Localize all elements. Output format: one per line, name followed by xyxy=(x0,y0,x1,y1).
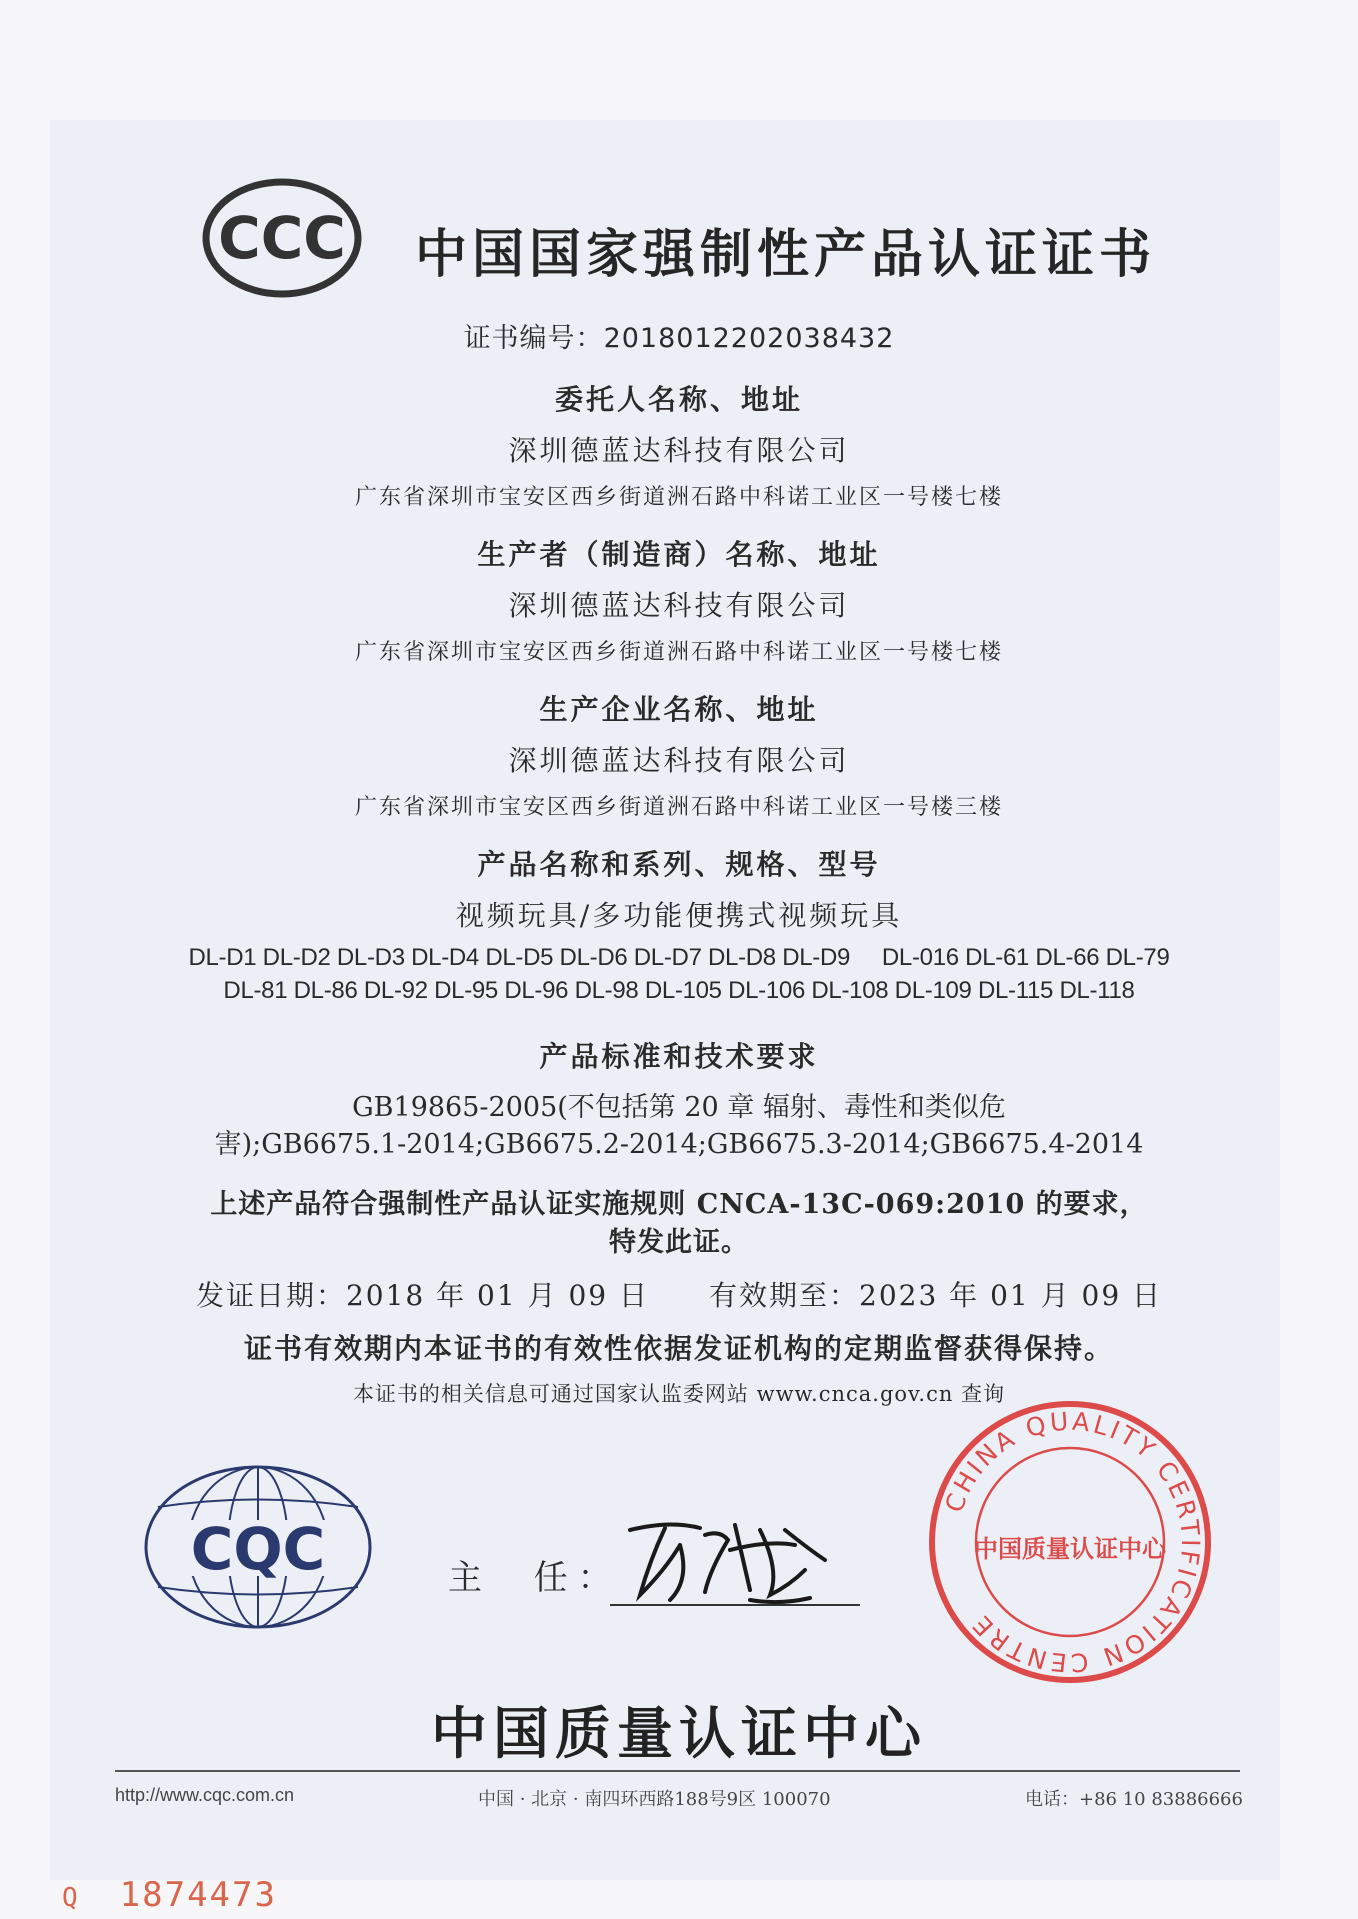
issue-date-value: 2018 年 01 月 09 日 xyxy=(345,1279,649,1312)
declaration-line2: 特发此证。 xyxy=(609,1227,749,1258)
certificate-number-value: 2018012202038432 xyxy=(603,323,895,354)
applicant-heading: 委托人名称、地址 xyxy=(554,383,803,416)
product-name: 视频玩具/多功能便携式视频玩具 xyxy=(455,899,903,932)
standards-line2: 害);GB6675.1-2014;GB6675.2-2014;GB6675.3-2014;GB6675.4-2014 xyxy=(214,1129,1144,1160)
issue-date-label: 发证日期： xyxy=(195,1279,346,1312)
cqc-logo xyxy=(138,1462,378,1632)
manufacturer-address: 广东省深圳市宝安区西乡街道洲石路中科诺工业区一号楼七楼 xyxy=(354,640,1003,665)
footer-phone: 电话：+86 10 83886666 xyxy=(1025,1789,1243,1810)
certificate-number xyxy=(0,316,1358,355)
serial-prefix: Q xyxy=(62,1883,80,1913)
manufacturer-name: 深圳德蓝达科技有限公司 xyxy=(508,589,850,622)
factory-name: 深圳德蓝达科技有限公司 xyxy=(508,744,850,777)
factory-heading: 生产企业名称、地址 xyxy=(539,693,819,726)
validity-note: 证书有效期内本证书的有效性依据发证机构的定期监督获得保持。 xyxy=(243,1332,1114,1365)
seal-outer-text: CHINA QUALITY CERTIFICATION CENTRE xyxy=(939,1406,1206,1678)
certificate-title: 中国国家强制性产品认证证书 xyxy=(415,225,1157,285)
ccc-logo xyxy=(202,178,362,298)
footer-website[interactable]: http://www.cqc.com.cn xyxy=(115,1785,295,1805)
standards-line1: GB19865-2005(不包括第 20 章 辐射、毒性和类似危 xyxy=(352,1092,1006,1123)
applicant-address: 广东省深圳市宝安区西乡街道洲石路中科诺工业区一号楼七楼 xyxy=(354,485,1003,510)
certification-seal xyxy=(925,1397,1215,1687)
factory-address: 广东省深圳市宝安区西乡街道洲石路中科诺工业区一号楼三楼 xyxy=(354,795,1003,820)
seal-inner-text: 中国质量认证中心 xyxy=(974,1535,1166,1563)
standards-heading: 产品标准和技术要求 xyxy=(539,1040,819,1073)
product-models-line1: DL-D1 DL-D2 DL-D3 DL-D4 DL-D5 DL-D6 DL-D7 DL-D8 DL-D9 DL-016 DL-61 DL-66 DL-79 xyxy=(188,944,1170,971)
cqc-logo-text: CQC xyxy=(190,1515,326,1583)
ccc-logo-text: CCC xyxy=(218,204,346,272)
certificate-dates xyxy=(0,1274,1358,1314)
manufacturer-heading: 生产者（制造商）名称、地址 xyxy=(477,538,881,571)
product-heading: 产品名称和系列、规格、型号 xyxy=(477,848,881,881)
lookup-note: 本证书的相关信息可通过国家认监委网站 www.cnca.gov.cn 查询 xyxy=(352,1382,1006,1406)
declaration-line1: 上述产品符合强制性产品认证实施规则 CNCA-13C-069:2010 的要求， xyxy=(210,1189,1148,1220)
director-signature xyxy=(610,1500,860,1610)
serial-number: 1874473 xyxy=(119,1875,277,1915)
footer-divider xyxy=(115,1770,1240,1772)
director-label: 主 任： xyxy=(448,1558,622,1598)
certificate-number-label: 证书编号： xyxy=(463,323,604,354)
expiry-date-label: 有效期至： xyxy=(709,1279,860,1312)
applicant-name: 深圳德蓝达科技有限公司 xyxy=(508,434,850,467)
certificate-serial xyxy=(62,1875,277,1915)
footer-address: 中国 · 北京 · 南四环西路188号9区 100070 xyxy=(478,1789,831,1810)
organization-name: 中国质量认证中心 xyxy=(431,1702,927,1767)
product-models-line2: DL-81 DL-86 DL-92 DL-95 DL-96 DL-98 DL-105 DL-106 DL-108 DL-109 DL-115 DL-118 xyxy=(223,977,1135,1004)
expiry-date-value: 2023 年 01 月 09 日 xyxy=(859,1279,1163,1312)
